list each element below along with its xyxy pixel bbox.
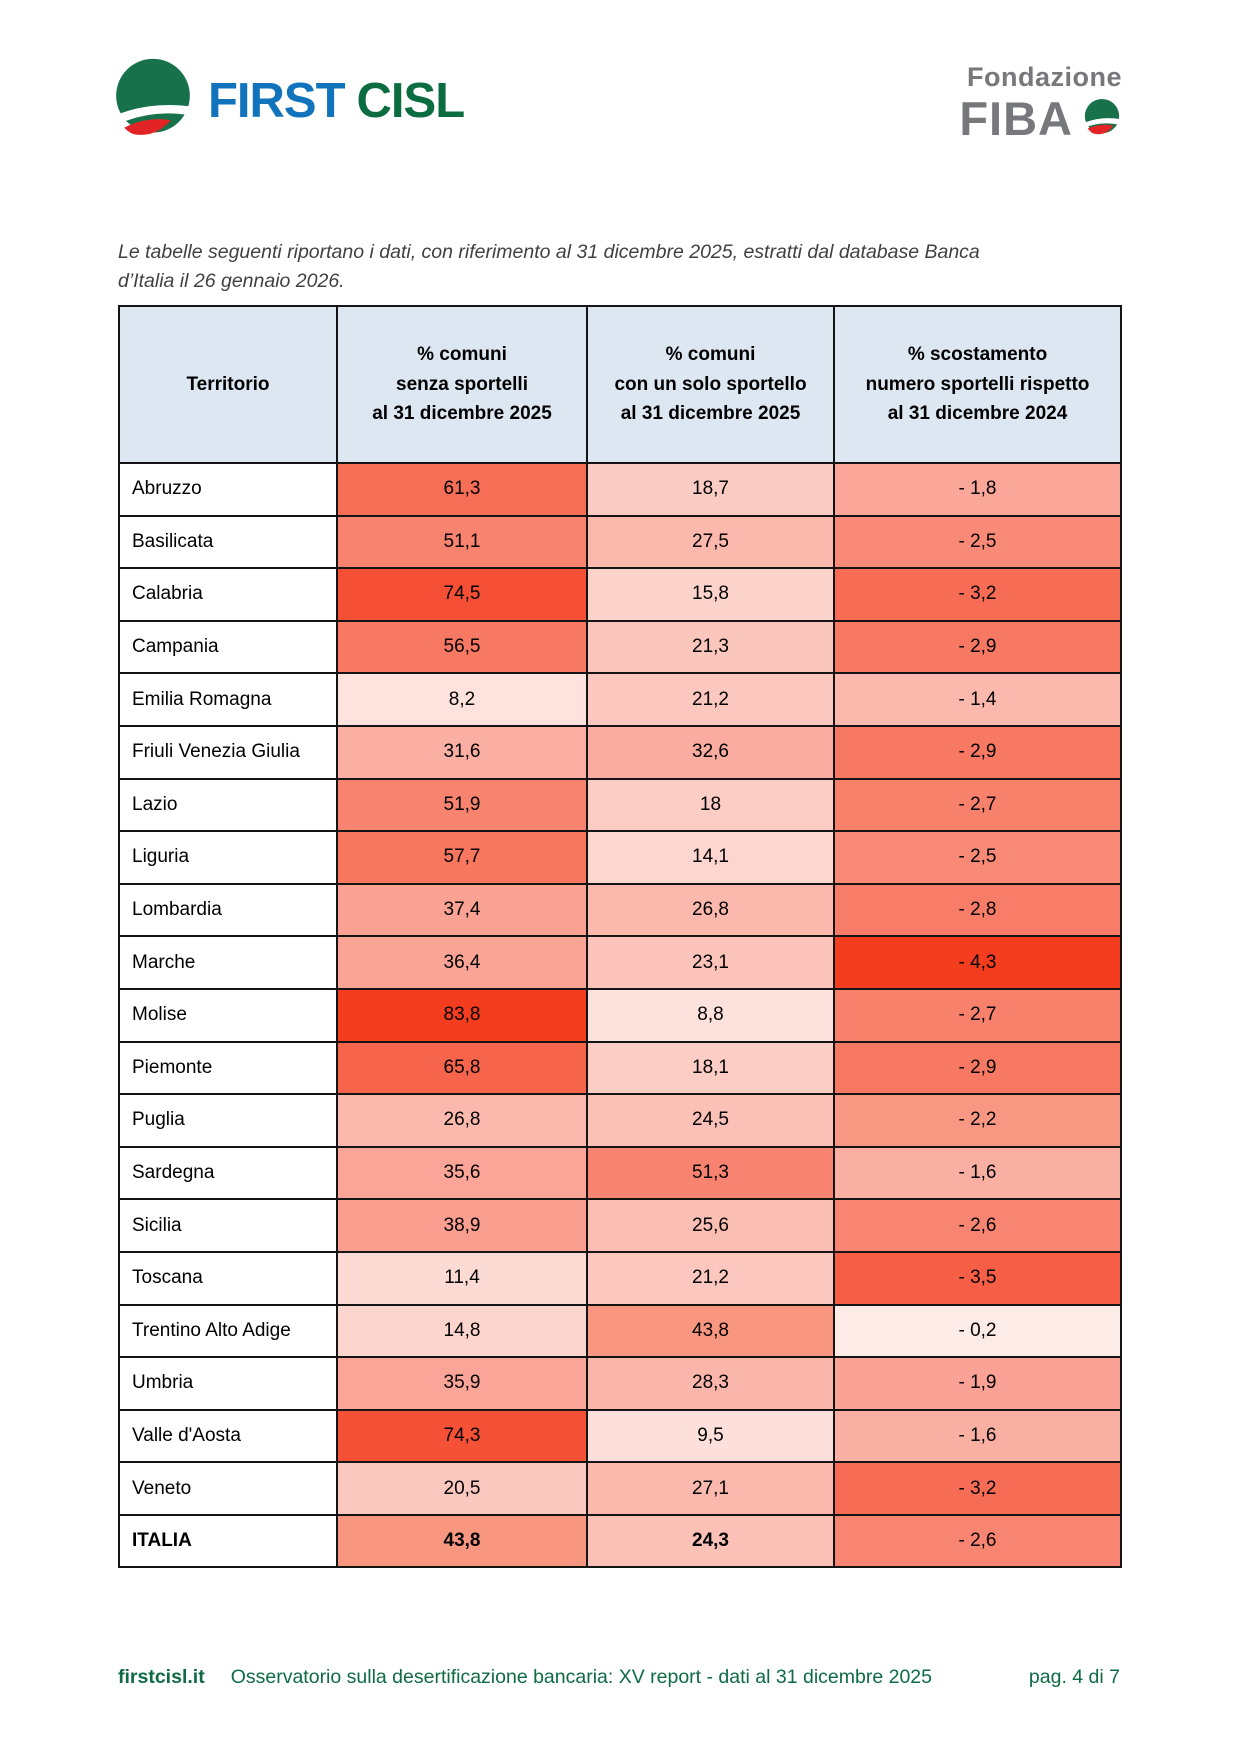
table-row (119, 1357, 1121, 1410)
fiba-logo (959, 62, 1122, 145)
value-solo-sportello-cell: 25,6 (587, 1199, 834, 1252)
value-solo-sportello-cell: 51,3 (587, 1147, 834, 1200)
fiba-logo-fondazione: Fondazione (967, 62, 1122, 92)
table-row (119, 779, 1121, 832)
table-row (119, 989, 1121, 1042)
value-senza-sportelli-cell: 74,3 (337, 1410, 587, 1463)
value-scostamento-cell: - 2,9 (834, 726, 1121, 779)
value-scostamento-cell: - 0,2 (834, 1305, 1121, 1358)
value-solo-sportello-cell: 24,5 (587, 1094, 834, 1147)
value-senza-sportelli-cell: 38,9 (337, 1199, 587, 1252)
region-cell: Sardegna (119, 1147, 337, 1200)
value-solo-sportello-cell: 18 (587, 779, 834, 832)
region-cell: ITALIA (119, 1515, 337, 1568)
table-row (119, 726, 1121, 779)
table-row (119, 463, 1121, 516)
region-cell: Toscana (119, 1252, 337, 1305)
footer-caption: Osservatorio sulla desertificazione bancaria: XV report - dati al 31 dicembre 2025 (230, 1666, 932, 1688)
value-scostamento-cell: - 2,8 (834, 884, 1121, 937)
table-row (119, 1462, 1121, 1515)
table-row (119, 1199, 1121, 1252)
value-senza-sportelli-cell: 51,9 (337, 779, 587, 832)
value-senza-sportelli-cell: 61,3 (337, 463, 587, 516)
value-scostamento-cell: - 1,9 (834, 1357, 1121, 1410)
first-cisl-logo-text (208, 73, 464, 129)
table-row (119, 568, 1121, 621)
region-cell: Abruzzo (119, 463, 337, 516)
value-solo-sportello-cell: 9,5 (587, 1410, 834, 1463)
table-row (119, 621, 1121, 674)
value-scostamento-cell: - 1,6 (834, 1410, 1121, 1463)
value-scostamento-cell: - 2,5 (834, 516, 1121, 569)
footer-page-number: pag. 4 di 7 (1028, 1666, 1120, 1688)
value-scostamento-cell: - 2,5 (834, 831, 1121, 884)
table-row (119, 1410, 1121, 1463)
value-senza-sportelli-cell: 8,2 (337, 673, 587, 726)
value-scostamento-cell: - 3,5 (834, 1252, 1121, 1305)
table-row (119, 673, 1121, 726)
first-cisl-logo-icon (112, 58, 194, 144)
region-cell: Marche (119, 936, 337, 989)
region-cell: Calabria (119, 568, 337, 621)
table-row (119, 884, 1121, 937)
value-senza-sportelli-cell: 14,8 (337, 1305, 587, 1358)
region-cell: Lazio (119, 779, 337, 832)
value-senza-sportelli-cell: 11,4 (337, 1252, 587, 1305)
region-cell: Lombardia (119, 884, 337, 937)
intro-paragraph: Le tabelle seguenti riportano i dati, con riferimento al 31 dicembre 2025, estratti dal database Banca d’Italia il 26 gennaio 2026. (118, 240, 980, 292)
region-cell: Piemonte (119, 1042, 337, 1095)
value-scostamento-cell: - 2,6 (834, 1199, 1121, 1252)
value-senza-sportelli-cell: 57,7 (337, 831, 587, 884)
value-senza-sportelli-cell: 20,5 (337, 1462, 587, 1515)
desertificazione-table (118, 305, 1122, 1568)
value-scostamento-cell: - 3,2 (834, 1462, 1121, 1515)
value-scostamento-cell: - 2,9 (834, 1042, 1121, 1095)
column-header-territorio: Territorio (119, 306, 337, 463)
region-cell: Veneto (119, 1462, 337, 1515)
value-senza-sportelli-cell: 56,5 (337, 621, 587, 674)
value-solo-sportello-cell: 15,8 (587, 568, 834, 621)
region-cell: Friuli Venezia Giulia (119, 726, 337, 779)
value-scostamento-cell: - 1,4 (834, 673, 1121, 726)
value-solo-sportello-cell: 21,2 (587, 673, 834, 726)
value-scostamento-cell: - 2,7 (834, 989, 1121, 1042)
table-row (119, 1515, 1121, 1568)
value-senza-sportelli-cell: 35,6 (337, 1147, 587, 1200)
value-solo-sportello-cell: 43,8 (587, 1305, 834, 1358)
fiba-logo-icon (1082, 98, 1122, 140)
value-solo-sportello-cell: 18,1 (587, 1042, 834, 1095)
value-scostamento-cell: - 2,2 (834, 1094, 1121, 1147)
table-row (119, 1147, 1121, 1200)
value-senza-sportelli-cell: 65,8 (337, 1042, 587, 1095)
logo-first-word: FIRST (208, 74, 345, 128)
page-footer (118, 1666, 1120, 1689)
fiba-logo-word: FIBA (959, 92, 1073, 145)
region-cell: Emilia Romagna (119, 673, 337, 726)
value-senza-sportelli-cell: 51,1 (337, 516, 587, 569)
value-solo-sportello-cell: 32,6 (587, 726, 834, 779)
table-row (119, 831, 1121, 884)
value-senza-sportelli-cell: 43,8 (337, 1515, 587, 1568)
value-solo-sportello-cell: 28,3 (587, 1357, 834, 1410)
region-cell: Trentino Alto Adige (119, 1305, 337, 1358)
value-senza-sportelli-cell: 83,8 (337, 989, 587, 1042)
value-scostamento-cell: - 3,2 (834, 568, 1121, 621)
value-senza-sportelli-cell: 36,4 (337, 936, 587, 989)
region-cell: Sicilia (119, 1199, 337, 1252)
region-cell: Basilicata (119, 516, 337, 569)
value-scostamento-cell: - 1,6 (834, 1147, 1121, 1200)
value-senza-sportelli-cell: 37,4 (337, 884, 587, 937)
value-scostamento-cell: - 2,6 (834, 1515, 1121, 1568)
region-cell: Molise (119, 989, 337, 1042)
value-scostamento-cell: - 1,8 (834, 463, 1121, 516)
table-header (119, 306, 1121, 463)
region-cell: Liguria (119, 831, 337, 884)
value-solo-sportello-cell: 18,7 (587, 463, 834, 516)
table-row (119, 936, 1121, 989)
value-solo-sportello-cell: 21,3 (587, 621, 834, 674)
region-cell: Campania (119, 621, 337, 674)
value-senza-sportelli-cell: 26,8 (337, 1094, 587, 1147)
value-scostamento-cell: - 2,7 (834, 779, 1121, 832)
value-solo-sportello-cell: 8,8 (587, 989, 834, 1042)
first-cisl-logo (112, 58, 464, 144)
region-cell: Puglia (119, 1094, 337, 1147)
table-row (119, 1252, 1121, 1305)
region-cell: Umbria (119, 1357, 337, 1410)
value-senza-sportelli-cell: 35,9 (337, 1357, 587, 1410)
logo-cisl-word: CISL (356, 74, 465, 128)
table-row (119, 516, 1121, 569)
value-scostamento-cell: - 2,9 (834, 621, 1121, 674)
region-cell: Valle d'Aosta (119, 1410, 337, 1463)
footer-site-link: firstcisl.it (118, 1666, 205, 1688)
table-body (119, 463, 1121, 1567)
value-solo-sportello-cell: 27,1 (587, 1462, 834, 1515)
value-scostamento-cell: - 4,3 (834, 936, 1121, 989)
value-solo-sportello-cell: 21,2 (587, 1252, 834, 1305)
table-row (119, 1305, 1121, 1358)
value-senza-sportelli-cell: 31,6 (337, 726, 587, 779)
table-row (119, 1042, 1121, 1095)
column-header-scostamento: % scostamento numero sportelli rispetto al 31 dicembre 2024 (834, 306, 1121, 463)
table-row (119, 1094, 1121, 1147)
column-header-senza-sportelli: % comuni senza sportelli al 31 dicembre 2025 (337, 306, 587, 463)
column-header-solo-sportello: % comuni con un solo sportello al 31 dicembre 2025 (587, 306, 834, 463)
value-solo-sportello-cell: 27,5 (587, 516, 834, 569)
value-solo-sportello-cell: 23,1 (587, 936, 834, 989)
value-solo-sportello-cell: 26,8 (587, 884, 834, 937)
value-senza-sportelli-cell: 74,5 (337, 568, 587, 621)
value-solo-sportello-cell: 24,3 (587, 1515, 834, 1568)
value-solo-sportello-cell: 14,1 (587, 831, 834, 884)
